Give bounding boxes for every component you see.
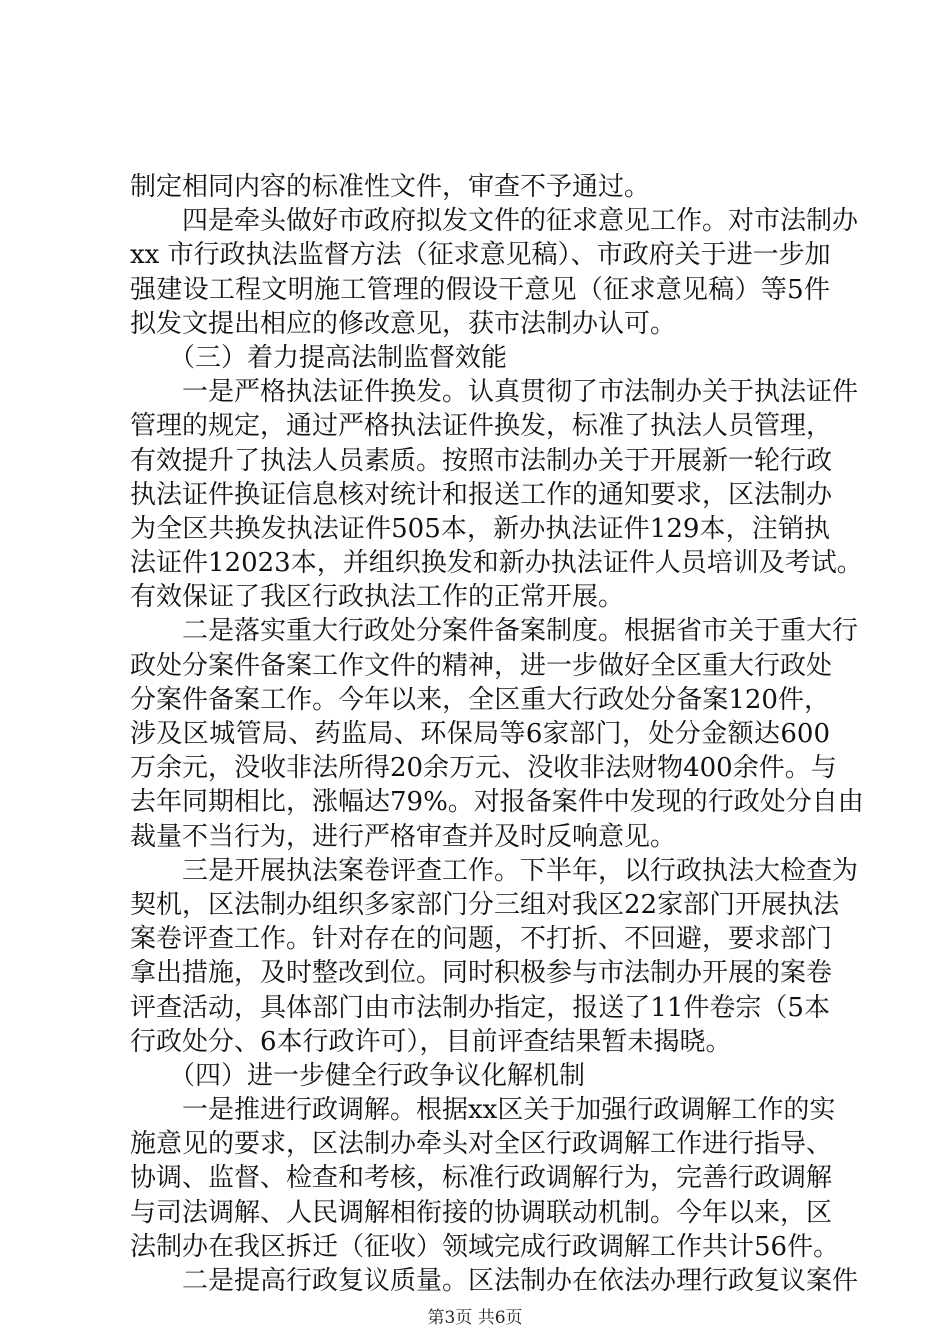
text-line: 分案件备案工作。今年以来，全区重大行政处分备案120件， [130, 684, 830, 715]
text-line: 一是推进行政调解。根据xx区关于加强行政调解工作的实 [130, 1095, 836, 1126]
text-line: 施意见的要求，区法制办牵头对全区行政调解工作进行指导、 [130, 1129, 833, 1160]
text-line: 案卷评查工作。针对存在的问题，不打折、不回避，要求部门 [130, 924, 833, 955]
text-line: 二是落实重大行政处分案件备案制度。根据省市关于重大行 [130, 616, 859, 647]
text-line: 法制办在我区拆迁（征收）领域完成行政调解工作共计56件。 [130, 1231, 840, 1262]
text-line: 制定相同内容的标准性文件，审查不予通过。 [130, 172, 651, 202]
document-body [130, 170, 864, 1298]
text-line: 涉及区城管局、药监局、环保局等6家部门，处分金额达600 [130, 719, 830, 749]
section-heading-line: （四）进一步健全行政争议化解机制 [130, 1060, 586, 1091]
text-line: 协调、监督、检查和考核，标准行政调解行为，完善行政调解 [130, 1163, 833, 1194]
page-footer: 第3页 共6页 [427, 1308, 523, 1328]
section-heading-line: （三）着力提高法制监督效能 [130, 342, 508, 373]
text-line: 执法证件换证信息核对统计和报送工作的通知要求，区法制办 [130, 479, 833, 510]
text-line: 为全区共换发执法证件505本，新办执法证件129本，注销执 [130, 513, 830, 544]
text-line: 与司法调解、人民调解相衔接的协调联动机制。今年以来，区 [130, 1197, 833, 1228]
text-line: xx 市行政执法监督方法（征求意见稿）、市政府关于进一步加 [130, 240, 831, 271]
text-line: 政处分案件备案工作文件的精神，进一步做好全区重大行政处 [130, 650, 833, 681]
text-line: 强建设工程文明施工管理的假设干意见（征求意见稿）等5件 [130, 274, 830, 305]
text-line: 四是牵头做好市政府拟发文件的征求意见工作。对市法制办 [130, 206, 859, 237]
text-line: 法证件12023本，并组织换发和新办执法证件人员培训及考试。 [130, 548, 863, 579]
text-line: 有效提升了执法人员素质。按照市法制办关于开展新一轮行政 [130, 445, 833, 476]
text-line: 万余元，没收非法所得20余万元、没收非法财物400余件。与 [130, 753, 837, 784]
text-line: 行政处分、6本行政许可），目前评查结果暂未揭晓。 [130, 1026, 732, 1057]
text-line: 二是提高行政复议质量。区法制办在依法办理行政复议案件 [130, 1266, 859, 1296]
text-line: 有效保证了我区行政执法工作的正常开展。 [130, 582, 625, 613]
text-line: 管理的规定，通过严格执法证件换发，标准了执法人员管理， [130, 411, 833, 442]
text-line: 裁量不当行为，进行严格审查并及时反响意见。 [130, 821, 677, 852]
text-line: 去年同期相比，涨幅达79%。对报备案件中发现的行政处分自由 [130, 787, 864, 818]
text-line: 评查活动，具体部门由市法制办指定，报送了11件卷宗（5本 [130, 992, 830, 1023]
text-line: 契机，区法制办组织多家部门分三组对我区22家部门开展执法 [130, 889, 840, 920]
text-line: 拟发文提出相应的修改意见，获市法制办认可。 [130, 308, 677, 339]
text-line: 一是严格执法证件换发。认真贯彻了市法制办关于执法证件 [130, 377, 859, 408]
text-line: 三是开展执法案卷评查工作。下半年，以行政执法大检查为 [130, 855, 859, 886]
text-line: 拿出措施，及时整改到位。同时积极参与市法制办开展的案卷 [130, 958, 833, 989]
